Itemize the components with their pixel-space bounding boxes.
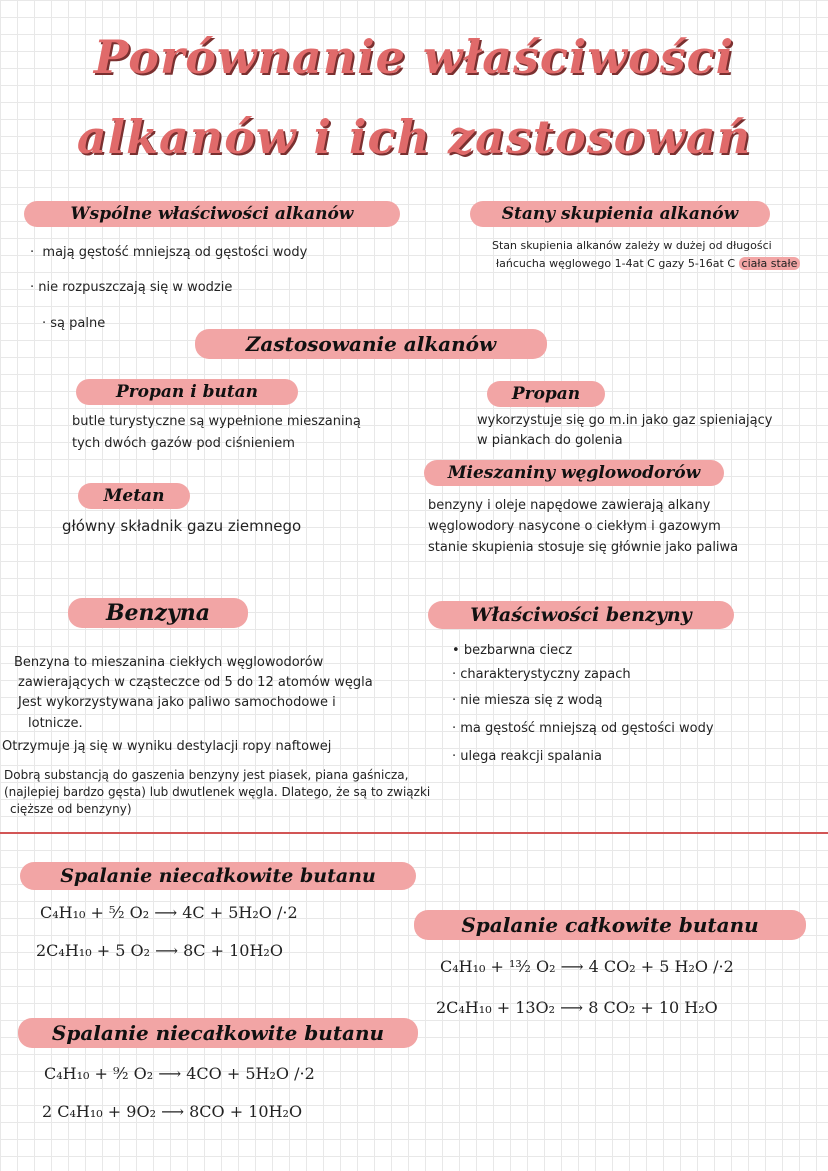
stany-text-line2: łańcucha węglowego 1-4at C gazy 5-16at C ciała stałe (496, 256, 800, 271)
propan-butan-line2: tych dwóch gazów pod ciśnieniem (72, 436, 295, 451)
equation: C₄H₁₀ + ¹³⁄₂ O₂ ⟶ 4 CO₂ + 5 H₂O /·2 (440, 957, 734, 976)
equation: 2C₄H₁₀ + 5 O₂ ⟶ 8C + 10H₂O (36, 941, 283, 960)
page-title-line1: Porównanie właściwości (93, 30, 735, 84)
section-heading-wlasciwosci-benzyny: Właściwości benzyny (428, 601, 734, 629)
benzyna-line: lotnicze. (28, 716, 83, 731)
section-heading-spalanie-niecalkowite-1: Spalanie niecałkowite butanu (20, 862, 416, 890)
benzyna-line: zawierających w cząsteczce od 5 do 12 atomów węgla (18, 675, 373, 690)
section-heading-benzyna: Benzyna (68, 598, 248, 628)
list-item: · charakterystyczny zapach (452, 667, 631, 682)
section-heading-propan: Propan (487, 381, 605, 407)
benzyna-line: cięższe od benzyny) (10, 802, 132, 816)
benzyna-line: Otrzymuje ją się w wyniku destylacji ropy naftowej (2, 739, 332, 754)
section-heading-propan-butan: Propan i butan (76, 379, 298, 405)
propan-butan-line1: butle turystyczne są wypełnione mieszaniną (72, 414, 361, 429)
propan-line1: wykorzystuje się go m.in jako gaz spieniający (477, 413, 773, 428)
list-item: · nie miesza się z wodą (452, 693, 603, 708)
benzyna-line: Jest wykorzystywana jako paliwo samochodowe i (18, 695, 336, 710)
equation: 2C₄H₁₀ + 13O₂ ⟶ 8 CO₂ + 10 H₂O (436, 998, 718, 1017)
equation: C₄H₁₀ + ⁹⁄₂ O₂ ⟶ 4CO + 5H₂O /·2 (44, 1064, 315, 1083)
stany-text-line1: Stan skupienia alkanów zależy w dużej od długości (492, 239, 772, 252)
benzyna-line: Dobrą substancją do gaszenia benzyny jest piasek, piana gaśnicza, (4, 768, 409, 782)
benzyna-line: Benzyna to mieszanina ciekłych węglowodorów (14, 655, 324, 670)
list-item: · ulega reakcji spalania (452, 749, 602, 764)
section-heading-stany: Stany skupienia alkanów (470, 201, 770, 227)
section-divider (0, 832, 828, 834)
list-item: • bezbarwna ciecz (452, 643, 573, 658)
section-heading-spalanie-niecalkowite-2: Spalanie niecałkowite butanu (18, 1018, 418, 1048)
metan-text: główny składnik gazu ziemnego (62, 517, 302, 535)
mieszaniny-line3: stanie skupienia stosuje się głównie jako paliwa (428, 540, 739, 555)
list-item: · są palne (42, 316, 106, 331)
list-item: · nie rozpuszczają się w wodzie (30, 280, 233, 295)
equation: C₄H₁₀ + ⁵⁄₂ O₂ ⟶ 4C + 5H₂O /·2 (40, 903, 298, 922)
section-heading-mieszaniny: Mieszaniny węglowodorów (424, 460, 724, 486)
page-title-line2: alkanów i ich zastosowań (76, 110, 752, 164)
mieszaniny-line2: węglowodory nasycone o ciekłym i gazowym (428, 519, 721, 534)
equation: 2 C₄H₁₀ + 9O₂ ⟶ 8CO + 10H₂O (42, 1102, 303, 1121)
propan-line2: w piankach do golenia (477, 433, 623, 448)
list-item: · mają gęstość mniejszą od gęstości wody (30, 245, 308, 260)
benzyna-line: (najlepiej bardzo gęsta) lub dwutlenek węgla. Dlatego, że są to związki (4, 785, 431, 799)
section-heading-zastosowanie: Zastosowanie alkanów (195, 329, 547, 359)
mieszaniny-line1: benzyny i oleje napędowe zawierają alkany (428, 498, 711, 513)
section-heading-metan: Metan (78, 483, 190, 509)
section-heading-spalanie-calkowite: Spalanie całkowite butanu (414, 910, 806, 940)
list-item: · ma gęstość mniejszą od gęstości wody (452, 721, 714, 736)
section-heading-wspolne: Wspólne właściwości alkanów (24, 201, 400, 227)
